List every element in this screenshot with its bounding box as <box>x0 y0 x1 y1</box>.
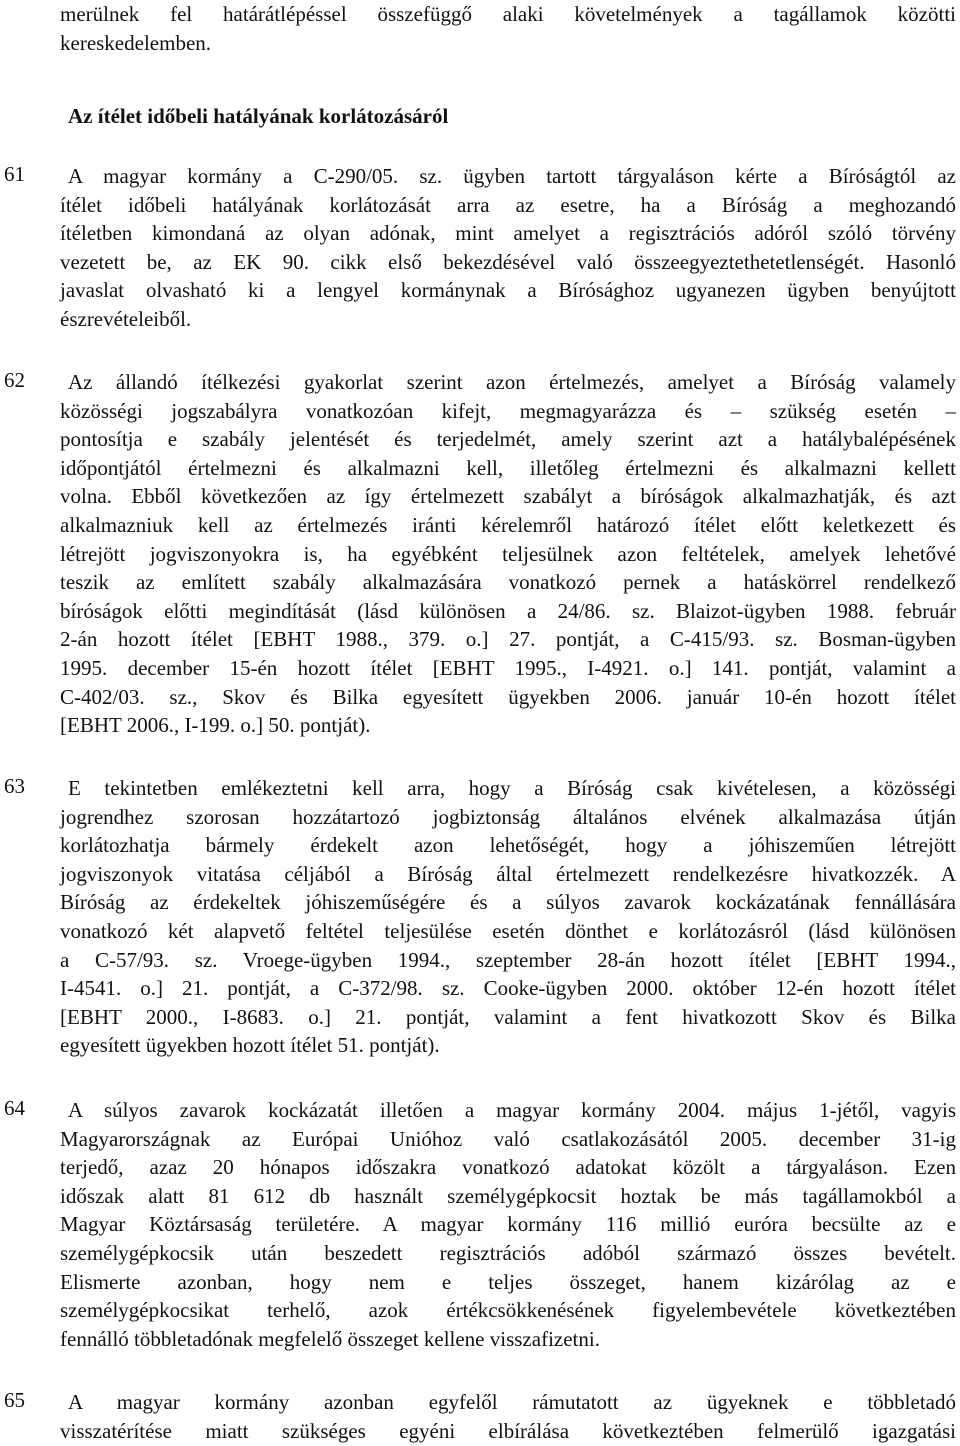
text-line: [EBHT 2006., I-199. o.] 50. pontját). <box>60 713 371 738</box>
text-line: Az állandó ítélkezési gyakorlat szerint azon értelmezés, amelyet a Bíróság valamely <box>68 370 956 394</box>
text-line: jogrendhez szorosan hozzátartozó jogbiztonság általános elvének alkalmazása útján <box>60 804 956 829</box>
paragraph-number: 61 <box>4 162 25 186</box>
paragraph-65 <box>60 1388 956 1445</box>
text-line: Magyarországnak az Európai Unióhoz való csatlakozásától 2005. december 31-ig <box>60 1126 956 1151</box>
text-line: [EBHT 2000., I-8683. o.] 21. pontját, valamint a fent hivatkozott Skov és Bilka <box>60 1004 956 1029</box>
paragraph-61 <box>60 162 956 334</box>
text-line: vonatkozó két alapvető feltétel teljesülése esetén dönthet e korlátozásról (lásd különösen <box>60 918 956 943</box>
text-line: Magyar Köztársaság területére. A magyar kormány 116 millió euróra becsülte az e <box>60 1212 956 1237</box>
paragraph-62 <box>60 368 956 740</box>
text-line: pontosítja e szabály jelentését és terjedelmét, amely szerint azt a hatálybalépésének <box>60 427 956 452</box>
text-line: Elismerte azonban, hogy nem e teljes összeget, hanem kizárólag az e <box>60 1269 956 1294</box>
text-line: személygépkocsik után beszedett regisztrációs adóból származó összes bevételt. <box>60 1240 956 1265</box>
text-line: vezetett be, az EK 90. cikk első bekezdésével való összeegyeztethetetlenségét. Hasonló <box>60 249 956 274</box>
text-line: A magyar kormány a C-290/05. sz. ügyben tartott tárgyaláson kérte a Bíróságtól az <box>68 164 956 188</box>
text-line: jogviszonyok vitatása céljából a Bíróság által értelmezett rendelkezésre hivatkozzék. A <box>60 861 956 886</box>
text-line: korlátozhatja bármely érdekelt azon lehetőségét, hogy a jóhiszeműen létrejött <box>60 833 956 858</box>
text-line: Bíróság az érdekeltek jóhiszeműségére és a súlyos zavarok kockázatának fennállására <box>60 890 956 915</box>
text-line: javaslat olvasható ki a lengyel kormánynak a Bírósághoz ugyanezen ügyben benyújtott <box>60 278 956 303</box>
paragraph-64 <box>60 1096 956 1353</box>
text-line: létrejött jogviszonyokra is, ha egyébként teljesülnek azon feltételek, amelyek lehetővé <box>60 541 956 566</box>
text-line: fennálló többletadónak megfelelő összeget kellene visszafizetni. <box>60 1326 600 1351</box>
text-line: ítélet időbeli hatályának korlátozását arra az esetre, ha a Bíróság a meghozandó <box>60 192 956 217</box>
section-heading: Az ítélet időbeli hatályának korlátozásáról <box>68 104 449 128</box>
text-line: C-402/03. sz., Skov és Bilka egyesített ügyekben 2006. január 10-én hozott ítélet <box>60 684 956 709</box>
text-line: teszik az említett szabály alkalmazására vonatkozó pernek a hatáskörrel rendelkező <box>60 570 956 595</box>
text-line: 1995. december 15-én hozott ítélet [EBHT 1995., I-4921. o.] 141. pontját, valamint a <box>60 655 956 680</box>
text-line: A magyar kormány azonban egyfelől rámutatott az ügyeknek e többletadó <box>68 1390 956 1414</box>
text-line: személygépkocsikat terhelő, azok értékcsökkenésének figyelembevétele következtében <box>60 1298 956 1323</box>
paragraph-63 <box>60 774 956 1060</box>
text-line: észrevételeiből. <box>60 306 192 331</box>
paragraph-number: 63 <box>4 774 25 798</box>
text-line: bíróságok előtti megindítását (lásd különösen a 24/86. sz. Blaizot-ügyben 1988. február <box>60 598 956 623</box>
text-line: ítéletben kimondaná az olyan adónak, mint amelyet a regisztrációs adóról szóló törvény <box>60 221 956 246</box>
text-line: I-4541. o.] 21. pontját, a C-372/98. sz. Cooke-ügyben 2000. október 12-én hozott ítélet <box>60 976 956 1001</box>
paragraph-number: 62 <box>4 368 25 392</box>
intro-text <box>60 0 956 57</box>
text-line: egyesített ügyekben hozott ítélet 51. pontját). <box>60 1033 440 1058</box>
text-line: visszatérítése miatt szükséges egyéni elbírálása következtében felmerülő igazgatási <box>60 1418 956 1443</box>
text-line: terjedő, azaz 20 hónapos időszakra vonatkozó adatokat közölt a tárgyaláson. Ezen <box>60 1155 956 1180</box>
text-line: a C-57/93. sz. Vroege-ügyben 1994., szeptember 28-án hozott ítélet [EBHT 1994., <box>60 947 956 972</box>
text-line: merülnek fel határátlépéssel összefüggő alaki követelmények a tagállamok közötti <box>60 2 956 26</box>
text-line: időszak alatt 81 612 db használt személygépkocsit hoztak be más tagállamokból a <box>60 1183 956 1208</box>
text-line: volna. Ebből következően az így értelmezett szabályt a bíróságok alkalmazhatják, és azt <box>60 484 956 509</box>
text-line: kereskedelemben. <box>60 30 212 55</box>
text-line: E tekintetben emlékeztetni kell arra, hogy a Bíróság csak kivételesen, a közösségi <box>68 776 956 800</box>
text-line: közösségi jogszabályra vonatkozóan kifejt, megmagyarázza és – szükség esetén – <box>60 398 956 423</box>
paragraph-number: 65 <box>4 1388 25 1412</box>
text-line: alkalmazniuk kell az értelmezés iránti kérelemről határozó ítélet előtt keletkezett és <box>60 512 956 537</box>
text-line: 2-án hozott ítélet [EBHT 1988., 379. o.] 27. pontját, a C-415/93. sz. Bosman-ügyben <box>60 627 956 652</box>
text-line: A súlyos zavarok kockázatát illetően a magyar kormány 2004. május 1-jétől, vagyis <box>68 1098 956 1122</box>
paragraph-number: 64 <box>4 1096 25 1120</box>
text-line: időpontjától értelmezni és alkalmazni kell, illetőleg értelmezni és alkalmazni kellett <box>60 455 956 480</box>
